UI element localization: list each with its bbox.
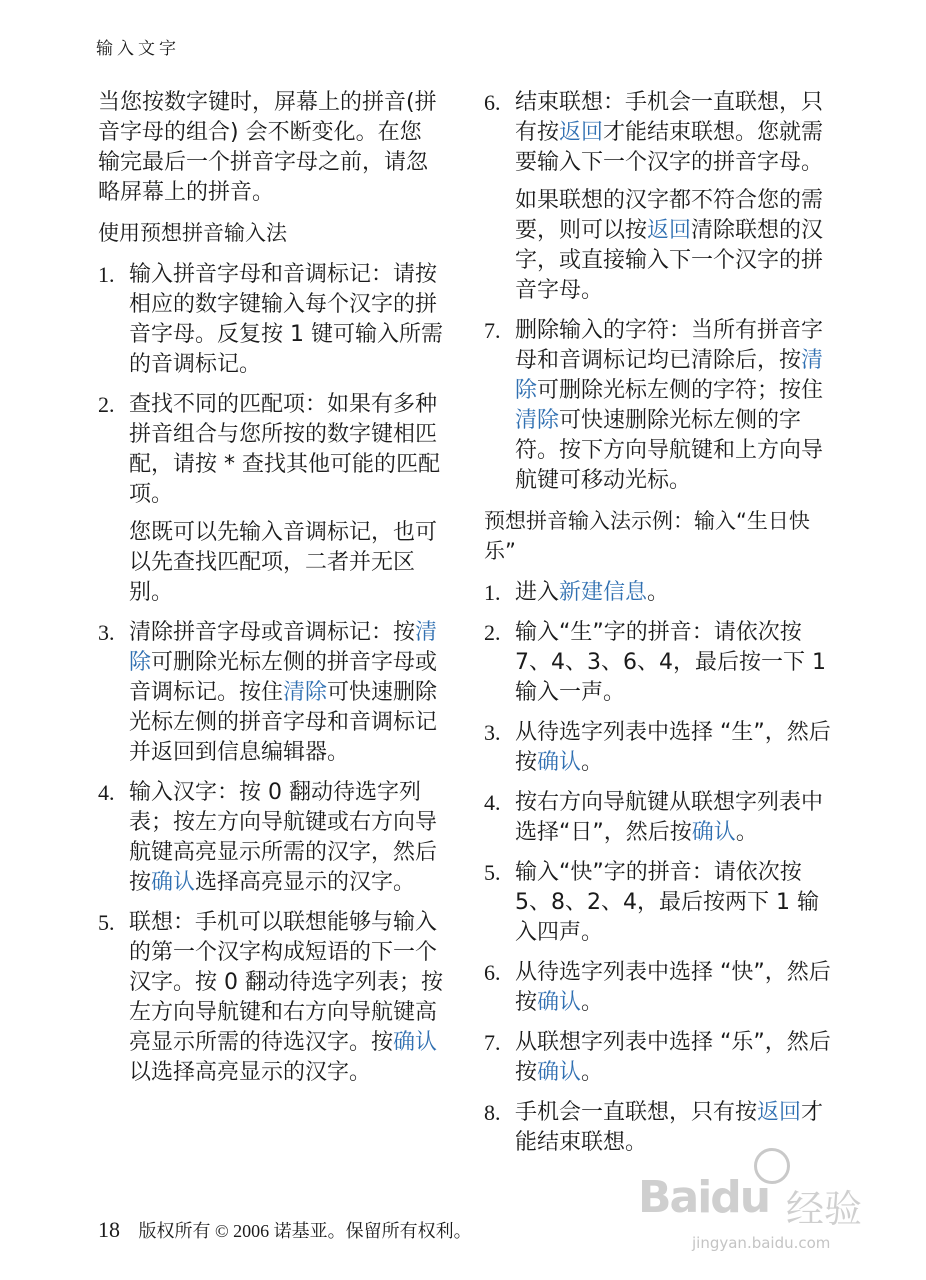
left-column (98, 88, 443, 1098)
item-text: 按 (393, 620, 416, 645)
item-text: 当所有拼音字母和音调标记均已清除后，按 (515, 318, 824, 373)
note-text: 如果联想的汉字都不符合您的需要，则可以按 (515, 188, 824, 243)
item-number: 7. (484, 318, 501, 343)
watermark-url: jingyan.baidu.com (692, 1234, 831, 1252)
item-text: 进入 (515, 580, 560, 605)
back-link[interactable]: 返回 (647, 218, 692, 243)
confirm-link[interactable]: 确认 (537, 750, 582, 775)
item-text: 可删除光标左侧的拼音字母或音调标记。按住 (129, 650, 438, 705)
steps-list (98, 260, 443, 1088)
item-text: 选择高亮显示的汉字。 (195, 870, 416, 895)
example-item (484, 958, 834, 1018)
item-number: 2. (484, 620, 501, 645)
item-number: 1. (484, 580, 501, 605)
watermark-brand: Baidu (638, 1172, 770, 1223)
item-text: 手机可以联想能够与输入的第一个汉字构成短语的下一个汉字。按 0 翻动待选字列表；按左方向导航键和右方向导航键高亮显示所需的待选汉字。按 (129, 910, 443, 1055)
item-title: 结束联想： (515, 90, 626, 115)
new-message-link[interactable]: 新建信息 (559, 580, 648, 605)
back-link[interactable]: 返回 (757, 1100, 802, 1125)
item-text: 。 (647, 580, 670, 605)
copyright-text: 版权所有 © 2006 诺基亚。保留所有权利。 (138, 1221, 472, 1241)
back-link[interactable]: 返回 (559, 120, 604, 145)
item-text: 。 (581, 990, 604, 1015)
item-title: 输入汉字： (129, 780, 240, 805)
item-text: 输入“快”字的拼音：请依次按 5、8、2、4，最后按两下 1 输入四声。 (515, 860, 819, 945)
item-title: 输入拼音字母和音调标记： (129, 262, 394, 287)
item-text: 。 (581, 750, 604, 775)
item-title: 联想： (129, 910, 196, 935)
confirm-link[interactable]: 确认 (151, 870, 196, 895)
list-item (98, 260, 443, 380)
item-title: 删除输入的字符： (515, 318, 692, 343)
page-number: 18 (98, 1217, 120, 1242)
intro-paragraph: 当您按数字键时，屏幕上的拼音(拼音字母的组合) 会不断变化。在您输完最后一个拼音字母之前，请忽略屏幕上的拼音。 (98, 90, 437, 205)
page-header: 输入文字 (96, 39, 180, 59)
item-text: 请按相应的数字键输入每个汉字的拼音字母。反复按 1 键可输入所需的音调标记。 (129, 262, 443, 377)
list-item (98, 390, 443, 608)
clear-link[interactable]: 清除 (129, 620, 438, 675)
item-number: 6. (484, 90, 501, 115)
item-text: 从待选字列表中选择 “快”，然后按 (515, 960, 831, 1015)
item-text: 才能结束联想。 (515, 1100, 824, 1155)
item-text: 从待选字列表中选择 “生”，然后按 (515, 720, 831, 775)
watermark (636, 1148, 898, 1258)
clear-link[interactable]: 清除 (515, 408, 560, 433)
item-text: 。 (735, 820, 758, 845)
list-item (98, 618, 443, 768)
item-number: 1. (98, 262, 115, 287)
item-text: 按右方向导航键从联想字列表中选择“日”，然后按 (515, 790, 824, 845)
item-number: 3. (484, 720, 501, 745)
item-number: 8. (484, 1100, 501, 1125)
example-item (484, 718, 834, 778)
example-item (484, 788, 834, 848)
confirm-link[interactable]: 确认 (537, 990, 582, 1015)
item-text: 。 (581, 1060, 604, 1085)
list-item (98, 778, 443, 898)
example-item (484, 618, 834, 708)
item-number: 7. (484, 1030, 501, 1055)
clear-link[interactable]: 清除 (515, 348, 824, 403)
item-title: 查找不同的匹配项： (129, 392, 328, 417)
example-heading: 预想拼音输入法示例：输入“生日快乐” (484, 509, 810, 563)
item-text: 输入“生”字的拼音：请依次按 7、4、3、6、4，最后按一下 1 输入一声。 (515, 620, 826, 705)
confirm-link[interactable]: 确认 (393, 1030, 438, 1055)
right-column (484, 88, 834, 1168)
item-text: 可快速删除光标左侧的拼音字母和音调标记并返回到信息编辑器。 (129, 680, 438, 765)
item-number: 4. (98, 780, 115, 805)
item-number: 2. (98, 392, 115, 417)
confirm-link[interactable]: 确认 (691, 820, 736, 845)
item-text: 才能结束联想。您就需要输入下一个汉字的拼音字母。 (515, 120, 824, 175)
confirm-link[interactable]: 确认 (537, 1060, 582, 1085)
item-title: 清除拼音字母或音调标记： (129, 620, 394, 645)
item-text: 手机会一直联想，只有按 (515, 1100, 758, 1125)
list-item (484, 88, 834, 306)
note-text: 清除联想的汉字，或直接输入下一个汉字的拼音字母。 (515, 218, 824, 303)
example-item (484, 1028, 834, 1088)
example-item (484, 578, 834, 608)
item-number: 3. (98, 620, 115, 645)
item-number: 5. (98, 910, 115, 935)
page-footer (98, 1217, 472, 1243)
example-steps-list (484, 578, 834, 1158)
item-note: 您既可以先输入音调标记，也可以先查找匹配项，二者并无区别。 (129, 520, 438, 605)
item-text: 以选择高亮显示的汉字。 (129, 1060, 372, 1085)
item-text: 手机会一直联想，只有按 (515, 90, 824, 145)
watermark-cn: 经验 (786, 1187, 863, 1231)
item-text: 可快速删除光标左侧的字符。按下方向导航键和上方向导航键可移动光标。 (515, 408, 824, 493)
steps-list-continued (484, 88, 834, 496)
example-item (484, 858, 834, 948)
list-item (98, 908, 443, 1088)
item-number: 4. (484, 790, 501, 815)
item-text: 按 0 翻动待选字列表；按左方向导航键或右方向导航键高亮显示所需的汉字，然后按 (129, 780, 438, 895)
item-text: 从联想字列表中选择 “乐”，然后按 (515, 1030, 831, 1085)
item-number: 6. (484, 960, 501, 985)
section-heading: 使用预想拼音输入法 (98, 221, 287, 245)
item-number: 5. (484, 860, 501, 885)
item-text: 如果有多种拼音组合与您所按的数字键相匹配，请按 * 查找其他可能的匹配项。 (129, 392, 440, 507)
item-text: 可删除光标左侧的字符；按住 (537, 378, 824, 403)
list-item (484, 316, 834, 496)
clear-link[interactable]: 清除 (283, 680, 328, 705)
item-note (515, 186, 834, 306)
